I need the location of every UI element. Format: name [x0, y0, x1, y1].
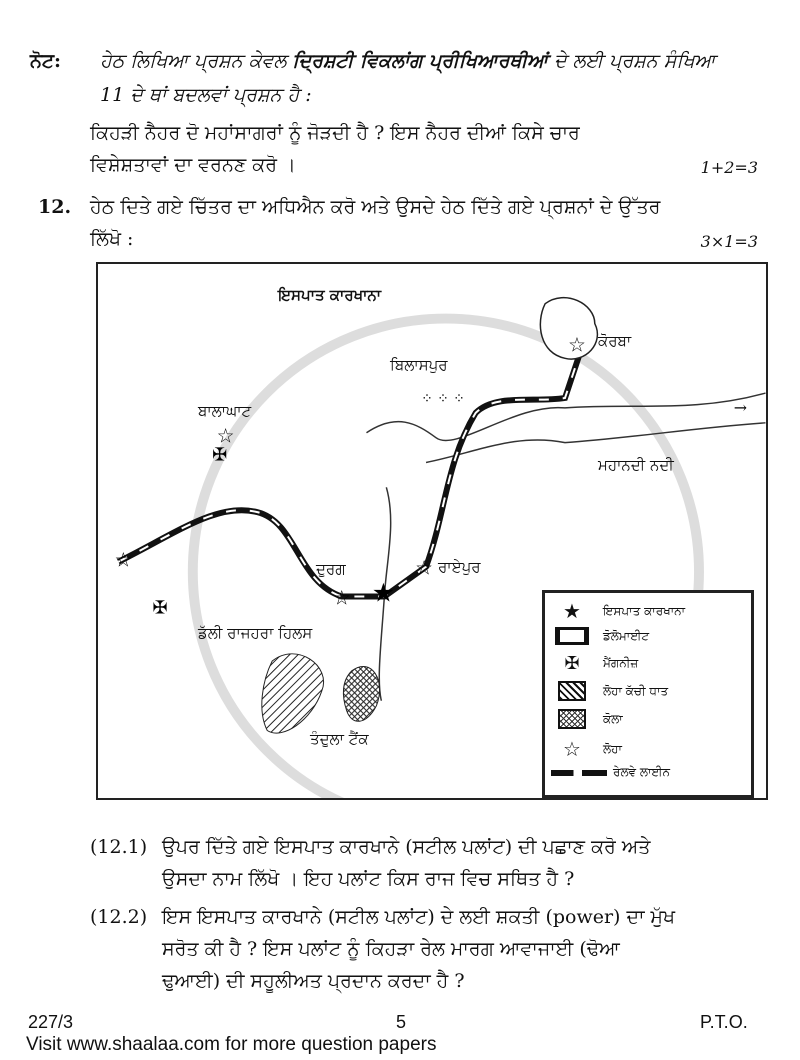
legend-label: ਡੋਲੋਮਾਈਟ	[603, 628, 650, 643]
legend-item	[555, 681, 668, 701]
alt-question-line1: ਕਿਹੜੀ ਨੈਹਰ ਦੋ ਮਹਾਂਸਾਗਰਾਂ ਨੂੰ ਜੋੜਦੀ ਹੈ ? ਇਸ ਨੈਹਰ ਦੀਆਂ ਕਿਸੇ ਚਾਰ	[90, 122, 580, 144]
iron-star-icon: ☆	[216, 424, 235, 448]
label-korba: ਕੋਰਬਾ	[598, 332, 632, 350]
legend-label: ਲੋਹਾ ਕੱਚੀ ਧਾਤ	[603, 683, 669, 698]
iron-star-icon: ☆	[114, 548, 133, 572]
iron-star-icon: ☆	[415, 556, 433, 580]
river-flow-arrow-icon: →	[733, 397, 748, 417]
subquestion-line: ਸਰੋਤ ਕੀ ਹੈ ? ਇਸ ਪਲਾਂਟ ਨੂੰ ਕਿਹੜਾ ਰੇਲ ਮਾਰਗ ਆਵਾਜਾਈ (ਢੋਆ	[162, 938, 620, 960]
subquestion-line: ਇਸ ਇਸਪਾਤ ਕਾਰਖਾਨੇ (ਸਟੀਲ ਪਲਾਂਟ) ਦੇ ਲਈ ਸ਼ਕਤੀ (power) ਦਾ ਮੁੱਖ	[162, 906, 676, 928]
watermark-footer: Visit www.shaalaa.com for more question papers	[26, 1034, 437, 1055]
note-text: ਹੇਠ ਲਿਖਿਆ ਪ੍ਰਸ਼ਨ ਕੇਵਲ	[100, 50, 287, 72]
question-number: 12.	[38, 196, 72, 218]
subquestion-line: ਉਸਦਾ ਨਾਮ ਲਿੱਖੋ । ਇਹ ਪਲਾਂਟ ਕਿਸ ਰਾਜ ਵਿਚ ਸਥਿਤ ਹੈ ?	[162, 868, 575, 890]
manganese-cross-icon: ✠	[564, 653, 580, 674]
legend-label: ਕੋਲਾ	[603, 711, 623, 726]
legend-label: ਇਸਪਾਤ ਕਾਰਖਾਨਾ	[603, 603, 686, 618]
label-tandula: ਤੰਦੁਲਾ ਟੈਂਕ	[310, 730, 369, 748]
note-label: ਨੋਟ:	[30, 50, 62, 72]
river-south-bank	[426, 423, 765, 463]
legend-item	[555, 599, 685, 623]
legend-item	[555, 653, 638, 674]
note-bold: ਦ੍ਰਿਸ਼ਟੀ ਵਿਕਲਾਂਗ ਪ੍ਰੀਖਿਆਰਥੀਆਂ	[292, 50, 548, 72]
map-legend	[542, 590, 754, 798]
label-bilaspur: ਬਿਲਾਸਪੁਰ	[390, 356, 448, 374]
legend-item	[549, 765, 670, 780]
map-title: ਇਸਪਾਤ ਕਾਰਖਾਨਾ	[278, 286, 382, 304]
manganese-cross-icon: ✠	[152, 597, 168, 619]
filled-star-icon: ★	[563, 599, 581, 623]
label-mahanadi: ਮਹਾਨਦੀ ਨਦੀ	[598, 456, 674, 474]
subquestion-line: ਢੁਆਈ) ਦੀ ਸਹੂਲੀਅਤ ਪ੍ਰਦਾਨ ਕਰਦਾ ਹੈ ?	[162, 970, 465, 992]
legend-item	[555, 627, 649, 645]
tandula-coal-area	[343, 666, 379, 721]
hatched-box-icon	[555, 681, 589, 701]
legend-item	[555, 709, 623, 729]
paper-code: 227/3	[28, 1012, 74, 1032]
label-balaghat: ਬਾਲਾਘਾਟ	[198, 402, 252, 420]
dolomite-dots-icon: ⁘ ⁘ ⁘	[421, 390, 465, 407]
railway-line-dashes	[118, 353, 580, 596]
iron-star-icon: ☆	[568, 333, 586, 357]
subquestion-number: (12.2)	[90, 906, 148, 928]
iron-star-icon: ☆	[332, 586, 351, 610]
steel-plant-star-icon: ★	[371, 578, 395, 609]
alt-question-marks: 1+2=3	[700, 158, 758, 177]
page-number: 5	[396, 1012, 407, 1032]
subquestion-line: ਉਪਰ ਦਿੱਤੇ ਗਏ ਇਸਪਾਤ ਕਾਰਖਾਨੇ (ਸਟੀਲ ਪਲਾਂਟ) ਦੀ ਪਛਾਣ ਕਰੋ ਅਤੇ	[162, 836, 651, 858]
pto-label: P.T.O.	[700, 1012, 748, 1032]
legend-label: ਲੋਹਾ	[603, 741, 622, 756]
label-durg: ਦੁਰਗ	[316, 560, 346, 578]
question-marks: 3×1=3	[700, 232, 758, 251]
alt-question-line2: ਵਿਸ਼ੇਸ਼ਤਾਵਾਂ ਦਾ ਵਰਨਣ ਕਰੋ ।	[90, 154, 296, 176]
subquestion-number: (12.1)	[90, 836, 148, 858]
legend-label: ਰੇਲਵੇ ਲਾਈਨ	[613, 765, 671, 779]
note-text: ਦੇ ਲਈ ਪ੍ਰਸ਼ਨ ਸੰਖਿਆ	[553, 50, 716, 72]
railway-line	[118, 353, 580, 596]
label-dalli-rajhara: ਡੱਲੀ ਰਾਜਹਰਾ ਹਿਲਸ	[198, 624, 313, 642]
label-raipur: ਰਾਏਪੁਰ	[438, 558, 481, 576]
question-line2: ਲਿੱਖੋ :	[90, 228, 134, 250]
manganese-cross-icon: ✠	[212, 444, 228, 466]
outline-star-icon: ☆	[563, 737, 581, 761]
dolomite-icon	[555, 627, 589, 645]
dalli-iron-ore-area	[262, 654, 324, 733]
note-line1	[100, 50, 715, 72]
legend-label: ਮੈਂਗਨੀਜ਼	[603, 656, 639, 670]
note-line2: 11 ਦੇ ਥਾਂ ਬਦਲਵਾਂ ਪ੍ਰਸ਼ਨ ਹੈ :	[100, 84, 312, 106]
railway-line-icon	[549, 770, 609, 776]
question-line1: ਹੇਠ ਦਿਤੇ ਗਏ ਚਿੱਤਰ ਦਾ ਅਧਿਐਨ ਕਰੋ ਅਤੇ ਉਸਦੇ ਹੇਠ ਦਿੱਤੇ ਗਏ ਪ੍ਰਸ਼ਨਾਂ ਦੇ ਉੱਤਰ	[90, 196, 661, 218]
crosshatch-box-icon	[555, 709, 589, 729]
legend-item	[555, 737, 622, 761]
